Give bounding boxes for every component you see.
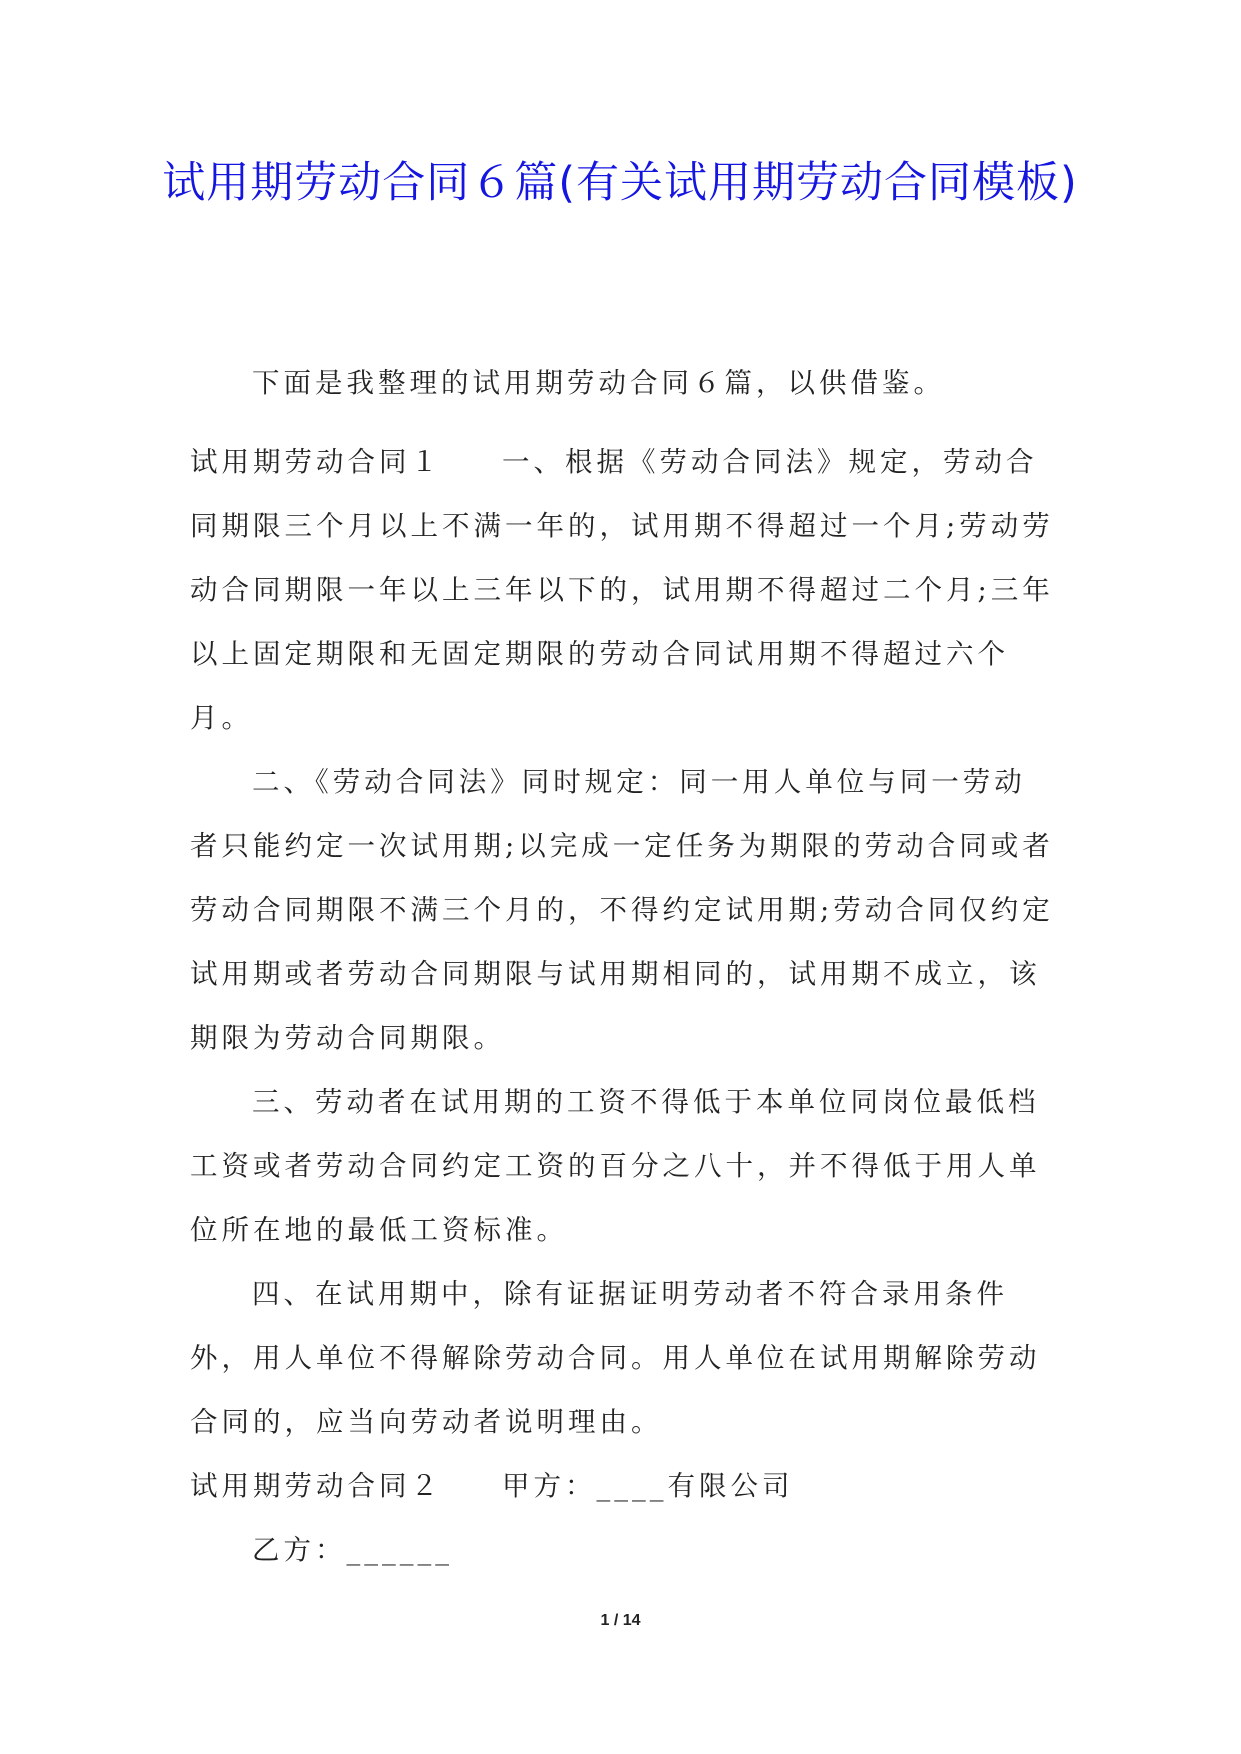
section-2-heading: 试用期劳动合同２	[190, 1470, 442, 1502]
party-a-line: 甲方：____有限公司	[502, 1470, 794, 1502]
intro-paragraph: 下面是我整理的试用期劳动合同６篇，以供借鉴。	[252, 367, 945, 399]
page-number: 1 / 14	[600, 1612, 641, 1629]
section-1-first-paragraph	[190, 430, 1056, 750]
section-1-paragraph-1: 一、根据《劳动合同法》规定，劳动合同期限三个月以上不满一年的，试用期不得超过一个月;劳动劳动合同期限一年以上三年以下的，试用期不得超过二个月;三年以上固定期限和无固定期限的劳动合同试用期不得超过六个月。	[190, 446, 1054, 734]
section-2-first-line	[190, 1454, 1056, 1518]
section-1-paragraph-3: 三、劳动者在试用期的工资不得低于本单位同岗位最低档工资或者劳动合同约定工资的百分之八十，并不得低于用人单位所在地的最低工资标准。	[190, 1086, 1041, 1246]
party-b-line: 乙方：______	[252, 1534, 453, 1566]
section-1-paragraph-4: 四、在试用期中，除有证据证明劳动者不符合录用条件外，用人单位不得解除劳动合同。用人单位在试用期解除劳动合同的，应当向劳动者说明理由。	[190, 1278, 1041, 1438]
section-1-paragraph-2: 二、《劳动合同法》同时规定：同一用人单位与同一劳动者只能约定一次试用期;以完成一定任务为期限的劳动合同或者劳动合同期限不满三个月的，不得约定试用期;劳动合同仅约定试用期或者劳动合同期限与试用期相同的，试用期不成立，该期限为劳动合同期限。	[190, 766, 1054, 1054]
document-title: 试用期劳动合同６篇(有关试用期劳动合同模板)	[162, 158, 1078, 208]
section-1-heading: 试用期劳动合同１	[190, 446, 442, 478]
section-1	[190, 430, 1056, 1582]
